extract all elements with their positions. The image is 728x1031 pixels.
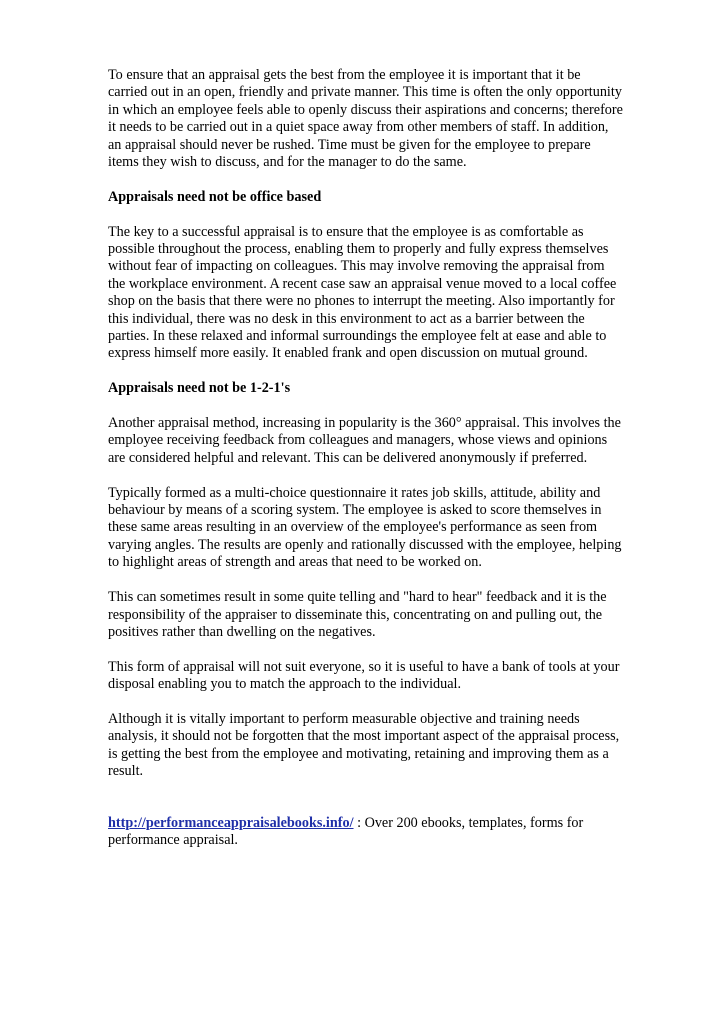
footer-note (108, 815, 623, 850)
ebooks-link[interactable]: http://performanceappraisalebooks.info/ (108, 814, 354, 831)
body-paragraph: This form of appraisal will not suit everyone, so it is useful to have a bank of tools at your disposal enabling you to match the approach to the individual. (108, 658, 620, 693)
intro-paragraph: To ensure that an appraisal gets the best from the employee it is important that it be carried out in an open, friendly and private manner. This time is often the only opportunity in which an employee feels able to openly discuss their aspirations and concerns; therefore it needs to be carried out in a quiet space away from other members of staff. In addition, an appraisal should never be rushed. Time must be given for the employee to prepare items they wish to discuss, and for the manager to do the same. (108, 67, 623, 171)
body-paragraph: This can sometimes result in some quite telling and "hard to hear" feedback and it is the responsibility of the appraiser to disseminate this, concentrating on and pulling out, the positives rather than dwelling on the negatives. (108, 589, 607, 640)
body-paragraph: Typically formed as a multi-choice questionnaire it rates job skills, attitude, ability and behaviour by means of a scoring system. The employee is asked to score themselves in these same areas resulting in an overview of the employee's performance as seen from varying angles. The results are openly and rationally discussed with the employee, helping to highlight areas of strength and areas that need to be worked on. (108, 484, 622, 571)
body-paragraph: Although it is vitally important to perform measurable objective and training needs analysis, it should not be forgotten that the most important aspect of the appraisal process, is getting the best from the employee and motivating, retaining and improving them as a result. (108, 710, 620, 780)
section-heading-1-2-1: Appraisals need not be 1-2-1's (108, 380, 291, 397)
section-heading-office-based: Appraisals need not be office based (108, 188, 322, 205)
body-paragraph: Another appraisal method, increasing in popularity is the 360° appraisal. This involves the employee receiving feedback from colleagues and managers, whose views and opinions are considered helpful and relevant. This can be delivered anonymously if preferred. (108, 415, 621, 466)
document-page (108, 67, 623, 867)
footer-suffix: : Over 200 ebooks, templates, forms for performance appraisal. (108, 814, 584, 848)
body-paragraph: The key to a successful appraisal is to ensure that the employee is as comfortable as possible throughout the process, enabling them to properly and fully express themselves without fear of impacting on colleagues. This may involve removing the appraisal from the workplace environment. A recent case saw an appraisal venue moved to a local coffee shop on the basis that there were no phones to interrupt the meeting. Also importantly for this individual, there was no desk in this environment to act as a barrier between the parties. In these relaxed and informal surroundings the employee felt at ease and able to express himself more easily. It enabled frank and open discussion on mutual ground. (108, 223, 617, 362)
